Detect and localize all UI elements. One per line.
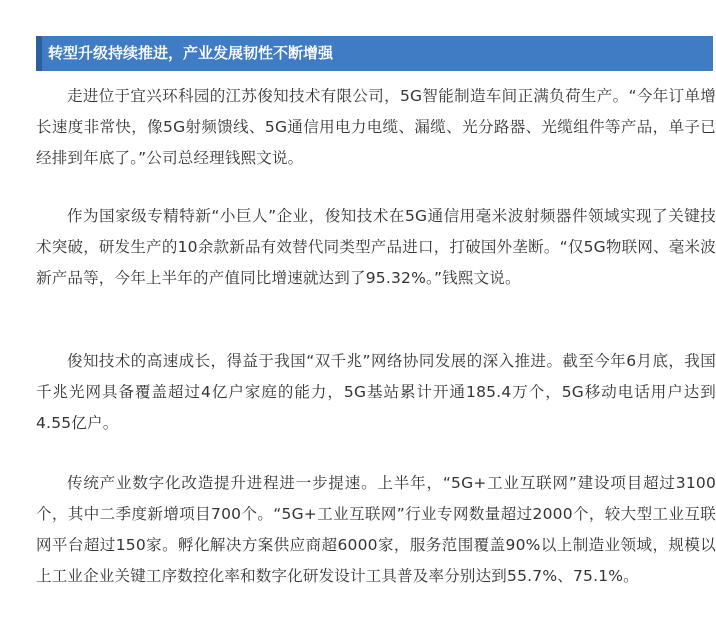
- paragraph: 走进位于宜兴环科园的江苏俊知技术有限公司，5G智能制造车间正满负荷生产。“今年订单增长速度非常快，像5G射频馈线、5G通信用电力电缆、漏缆、光分路器、光缆组件等产品，单子已经排到年底了。”公司总经理钱熙文说。: [36, 87, 716, 167]
- paragraph: 传统产业数字化改造提升进程进一步提速。上半年，“5G+工业互联网”建设项目超过3100个，其中二季度新增项目700个。“5G+工业互联网”行业专网数量超过2000个，较大型工业互联网平台超过150家。孵化解决方案供应商超6000家，服务范围覆盖90%以上制造业领域，规模以上工业企业关键工序数控化率和数字化研发设计工具普及率分别达到55.7%、75.1%。: [36, 474, 716, 585]
- paragraph: 作为国家级专精特新“小巨人”企业，俊知技术在5G通信用毫米波射频器件领域实现了关键技术突破，研发生产的10余款新品有效替代同类型产品进口，打破国外垄断。“仅5G物联网、毫米波新产品等，今年上半年的产值同比增速就达到了95.32%。”钱熙文说。: [36, 207, 716, 287]
- section-heading: 转型升级持续推进，产业发展韧性不断增强: [36, 36, 713, 71]
- paragraph: 俊知技术的高速成长，得益于我国“双千兆”网络协同发展的深入推进。截至今年6月底，我国千兆光网具备覆盖超过4亿户家庭的能力，5G基站累计开通185.4万个，5G移动电话用户达到4.55亿户。: [36, 352, 716, 432]
